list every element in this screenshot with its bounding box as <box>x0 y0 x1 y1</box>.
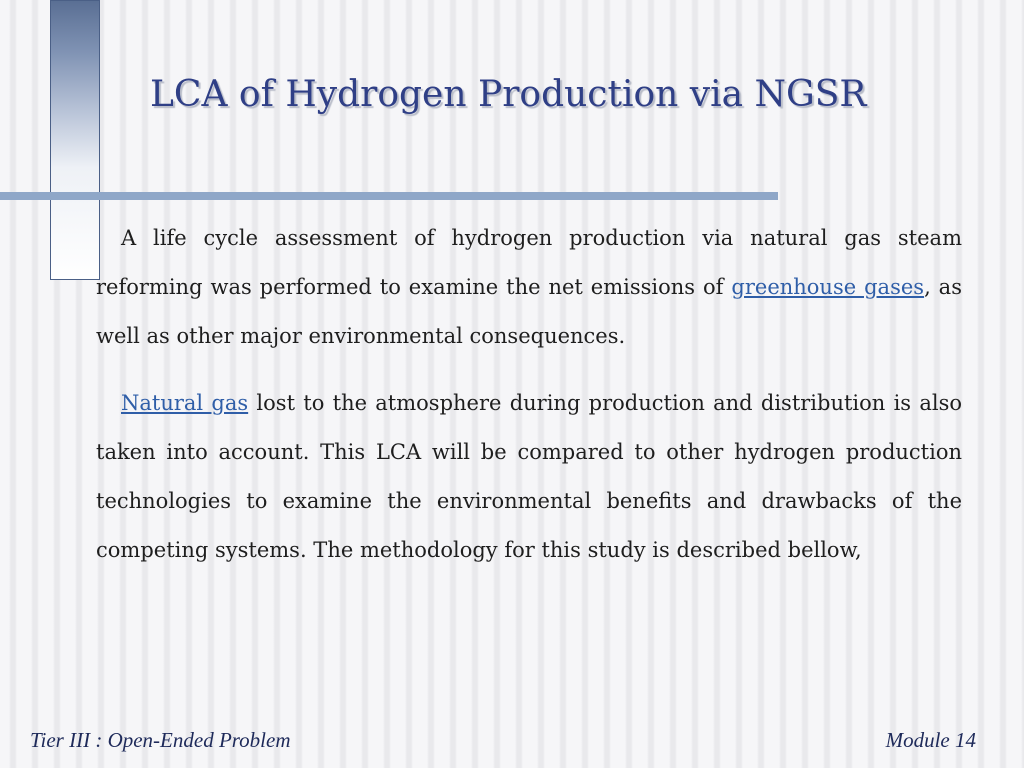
decorative-accent-bar <box>50 0 100 280</box>
paragraph-1-text-b: , as well as other major environmental consequences. <box>96 275 962 348</box>
slide-body <box>96 214 962 575</box>
footer-tier-label: Tier III : Open-Ended Problem <box>30 728 291 752</box>
slide-title: LCA of Hydrogen Production via NGSR <box>150 74 867 115</box>
paragraph-1 <box>96 214 962 361</box>
paragraph-2-text-b: lost to the atmosphere during production and distribution is also taken into account. This LCA will be compared to other hydrogen production technologies to examine the environmental benefits and drawbacks of the competing systems. The methodology for this study is described bellow, <box>96 391 962 562</box>
paragraph-2 <box>96 379 962 575</box>
paragraph-1-text-a: A life cycle assessment of hydrogen production via natural gas steam reforming was performed to examine the net emissions of <box>96 226 962 299</box>
footer-module-label: Module 14 <box>885 728 976 752</box>
natural-gas-link[interactable]: Natural gas <box>121 391 249 415</box>
title-underline-rule <box>0 192 778 200</box>
greenhouse-gases-link[interactable]: greenhouse gases <box>731 275 925 299</box>
